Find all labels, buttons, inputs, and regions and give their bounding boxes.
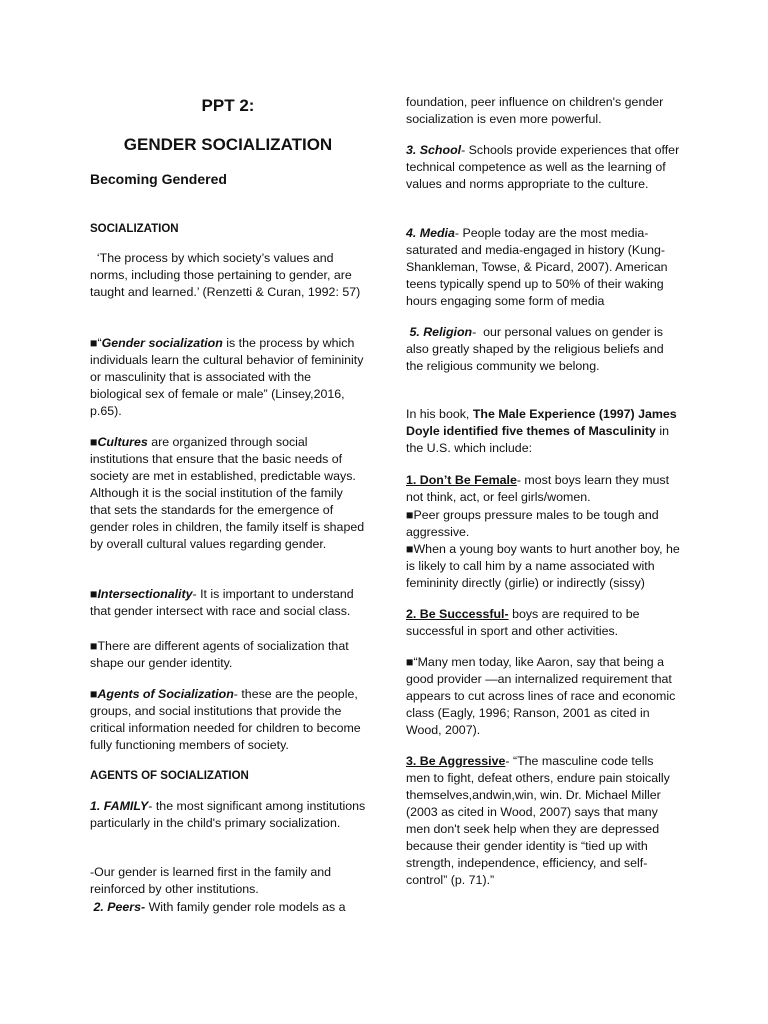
intersectionality-paragraph xyxy=(90,586,366,620)
theme-1-text: - most boys learn they must not think, act, or feel girls/women. xyxy=(406,473,670,504)
family-paragraph xyxy=(90,798,366,832)
socialization-quote: ‘The process by which society’s values and norms, including those pertaining to gender, are taught and learned.’ (Renzetti & Curan, 1992: 57) xyxy=(90,251,361,299)
bullet-prefix: ■ xyxy=(90,687,98,701)
term-be-aggressive: 3. Be Aggressive xyxy=(406,754,506,768)
book-intro-paragraph xyxy=(406,406,680,457)
agents-definition-text: - these are the people, groups, and social institutions that provide the critical information needed for children to become fully functioning members of society. xyxy=(90,687,361,752)
theme-2-text: boys are required to be successful in sport and other activities. xyxy=(406,607,640,638)
bullet-prefix: ■ xyxy=(90,435,98,449)
title-line-2: GENDER SOCIALIZATION xyxy=(123,135,333,154)
bullet-prefix: ■ xyxy=(90,587,98,601)
family-text: - the most significant among institutions particularly in the child's primary socialization. xyxy=(90,799,366,830)
school-paragraph xyxy=(406,142,680,193)
term-dont-be-female: 1. Don’t Be Female xyxy=(406,473,517,487)
term-school: 3. School xyxy=(406,143,462,157)
cultures-text: are organized through social institutions that ensure that the basic needs of society are met in established, predictable ways. Although it is the social institution of the family that sets the standards for the emergence of gender roles in children, the family itself is shaped by overall cultural values regarding gender. xyxy=(90,435,365,551)
theme-2-quote-paragraph: ■“Many men today, like Aaron, say that being a good provider —an internalized requirement that appears to cut across lines of race and economic class (Eagly, 1996; Ranson, 2001 as cited in Wood, 2007). xyxy=(406,655,676,737)
term-family: 1. FAMILY xyxy=(90,799,149,813)
theme-3-paragraph xyxy=(406,753,680,889)
theme-1-peer-paragraph: ■Peer groups pressure males to be tough and aggressive. xyxy=(406,508,659,539)
section-heading-socialization: SOCIALIZATION xyxy=(90,223,179,235)
theme-2-paragraph xyxy=(406,606,680,640)
term-cultures: Cultures xyxy=(97,435,148,449)
peers-text: With family gender role models as a xyxy=(145,900,346,914)
religion-paragraph xyxy=(406,324,680,375)
term-be-successful: 2. Be Successful- xyxy=(406,607,509,621)
family-note-paragraph: -Our gender is learned first in the family and reinforced by other institutions. xyxy=(90,865,332,896)
school-text: - Schools provide experiences that offer technical competence as well as the learning of values and norms appropriate to the culture. xyxy=(406,143,680,191)
theme-1-boy-paragraph: ■When a young boy wants to hurt another boy, he is likely to call him by a name associated with femininity directly (girlie) or indirectly (sissy) xyxy=(406,542,680,590)
theme-3-text: - “The masculine code tells men to fight, defeat others, endure pain stoically themselves,andwin,win, win. Dr. Michael Miller (2003 as cited in Wood, 2007) says that many men don't seek help when they are depressed because their gender identity is “tied up with strength, independence, efficiency, and self-control” (p. 71).” xyxy=(406,754,670,887)
peers-paragraph xyxy=(90,899,366,916)
bullet-prefix: ■“ xyxy=(90,336,102,350)
term-gender-socialization: Gender socialization xyxy=(101,336,223,350)
gender-socialization-text: is the process by which individuals learn the cultural behavior of femininity or masculinity that is associated with the biological sex of female or male” (Linsey,2016, p.65). xyxy=(90,336,364,418)
media-text: - People today are the most media-saturated and media-engaged in history (Kung-Shankleman, Towse, & Picard, 2007). American teens typically spend up to 50% of their waking hours engaging some form of media xyxy=(406,226,668,308)
title-line-1: PPT 2: xyxy=(201,96,255,115)
media-paragraph xyxy=(406,225,680,310)
section-heading-agents: AGENTS OF SOCIALIZATION xyxy=(90,770,249,782)
book-intro-post: in the U.S. which include: xyxy=(406,424,670,455)
peers-continued-paragraph: foundation, peer influence on children's gender socialization is even more powerful. xyxy=(406,95,664,126)
intersectionality-text: - It is important to understand that gender intersect with race and social class. xyxy=(90,587,354,618)
agents-note-paragraph: ■There are different agents of socialization that shape our gender identity. xyxy=(90,639,349,670)
term-peers: 2. Peers- xyxy=(93,900,146,914)
theme-1-paragraph xyxy=(406,472,680,506)
term-agents-of-socialization: Agents of Socialization xyxy=(97,687,234,701)
term-media: 4. Media xyxy=(406,226,455,240)
book-intro-pre: In his book, xyxy=(406,407,473,421)
agents-definition-paragraph xyxy=(90,686,366,754)
term-religion: 5. Religion xyxy=(409,325,473,339)
term-intersectionality: Intersectionality xyxy=(97,587,193,601)
book-intro-title: The Male Experience (1997) James Doyle identified five themes of Masculinity xyxy=(406,407,677,438)
gender-socialization-paragraph xyxy=(90,335,366,420)
cultures-paragraph xyxy=(90,434,366,553)
subtitle: Becoming Gendered xyxy=(90,171,227,187)
religion-text: - our personal values on gender is also greatly shaped by the religious beliefs and the religious community we belong. xyxy=(406,325,668,373)
